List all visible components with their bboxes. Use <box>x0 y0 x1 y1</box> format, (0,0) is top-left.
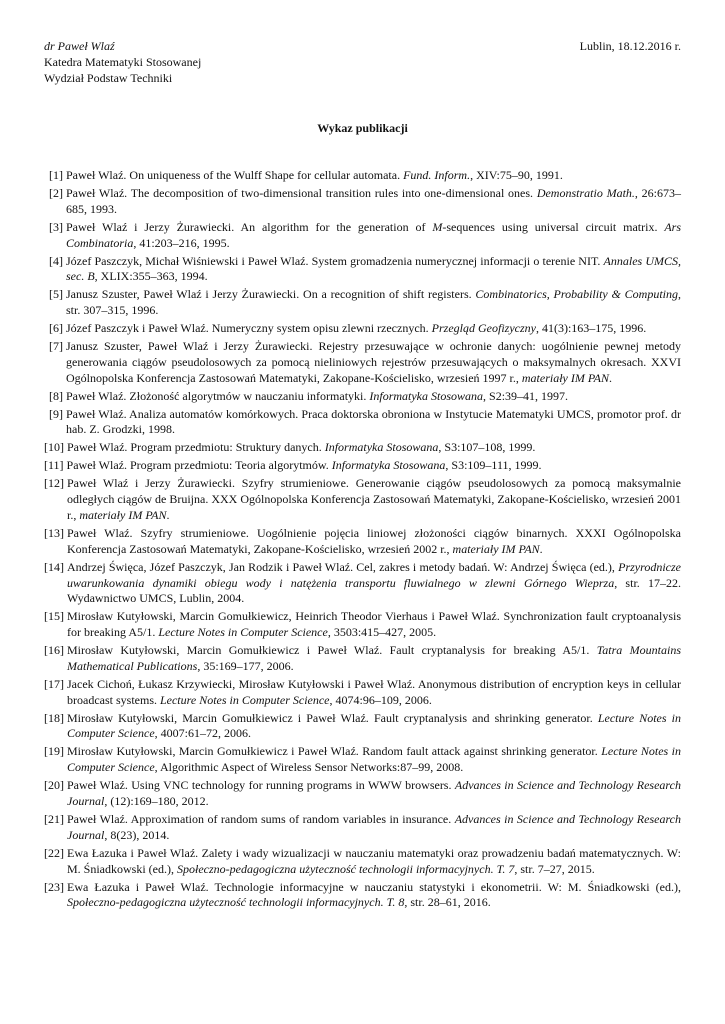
publication-number: [6] <box>49 321 63 336</box>
publication-item <box>44 458 681 474</box>
publication-item <box>44 186 681 218</box>
publication-number: [19] <box>44 744 64 759</box>
citation-text: Paweł Wlaź. Using VNC technology for running programs in WWW browsers. <box>67 778 455 793</box>
citation-text: , XLIX:355–363, 1994. <box>94 269 208 284</box>
publication-number: [18] <box>44 710 64 725</box>
publication-citation <box>67 609 681 641</box>
publication-item <box>44 880 681 912</box>
citation-venue: Advances in Science and Technology Research Journal <box>67 812 681 842</box>
citation-text: -sequences using universal circuit matrix. <box>442 219 665 234</box>
publication-number: [12] <box>44 476 64 491</box>
citation-text: , Algorithmic Aspect of Wireless Sensor Networks:87–99, 2008. <box>154 760 464 775</box>
citation-text: , 4074:96–109, 2006. <box>329 692 432 707</box>
citation-text: , 8(23), 2014. <box>104 827 170 842</box>
publication-number: [15] <box>44 609 64 624</box>
publication-citation <box>66 339 681 386</box>
citation-text: , 41:203–216, 1995. <box>133 235 230 250</box>
citation-text: , S2:39–41, 1997. <box>483 388 569 403</box>
author-name: dr Paweł Wlaź <box>44 39 115 53</box>
citation-venue: Informatyka Stosowana <box>331 458 446 473</box>
publication-item <box>44 321 681 337</box>
publication-number: [23] <box>44 879 64 894</box>
publication-number: [11] <box>44 458 64 473</box>
citation-text: Paweł Wlaź. Program przedmiotu: Teoria algorytmów. <box>66 458 332 473</box>
publication-number: [22] <box>44 845 64 860</box>
publication-number: [1] <box>49 168 63 182</box>
citation-text: , str. 28–61, 2016. <box>404 895 491 910</box>
publication-number: [9] <box>49 406 63 421</box>
citation-venue: Lecture Notes in Computer Science <box>67 710 681 741</box>
citation-text: , str. 7–27, 2015. <box>514 861 595 876</box>
citation-text: Józef Paszczyk, Michał Wiśniewski i Paweł Wlaź. System gromadzenia numerycznej informacji o terenie NIT. <box>66 253 604 268</box>
citation-text: Ewa Łazuka i Paweł Wlaź. Technologie informacyjne w nauczaniu statystyki i ekonometrii. W: M. Śniadkowski (ed.), <box>67 879 681 894</box>
citation-venue: Społeczno-pedagogiczna użyteczność technologii informacyjnych. T. 7 <box>177 861 515 876</box>
publication-number: [5] <box>49 287 63 302</box>
citation-text: Paweł Wlaź. Złożoność algorytmów w nauczaniu informatyki. <box>66 388 370 403</box>
citation-venue: Przegląd Geofizyczny <box>431 321 536 336</box>
publication-item <box>44 526 681 558</box>
citation-venue: Advances in Science and Technology Research Journal <box>67 778 681 809</box>
citation-venue: Annales UMCS, sec. B <box>66 253 681 284</box>
publication-citation <box>66 254 681 286</box>
citation-text: Józef Paszczyk i Paweł Wlaź. Numeryczny system opisu zlewni rzecznych. <box>66 321 432 336</box>
publication-number: [4] <box>49 253 63 268</box>
citation-text: . <box>539 541 543 556</box>
publication-item <box>44 812 681 844</box>
citation-text: Mirosław Kutyłowski, Marcin Gomułkiewicz, Heinrich Theodor Vierhaus i Paweł Wlaź. Synchronization fault cryptoanalysis for breaking A5/1. <box>67 609 681 640</box>
citation-venue: Combinatorics, Probability & Computing <box>475 287 678 302</box>
publication-number: [16] <box>44 643 64 658</box>
publication-item <box>44 778 681 810</box>
faculty: Wydział Podstaw Techniki <box>44 71 173 85</box>
publication-item <box>44 744 681 776</box>
citation-venue: Demonstratio Math. <box>536 185 635 200</box>
citation-text: Paweł Wlaź. Program przedmiotu: Struktury danych. <box>67 440 325 455</box>
publication-number: [3] <box>49 219 63 234</box>
publication-item <box>44 254 681 286</box>
publication-number: [8] <box>49 388 63 403</box>
publication-item <box>44 287 681 319</box>
publication-citation <box>67 458 681 474</box>
citation-text: Paweł Wlaź. Approximation of random sums of random variables in insurance. <box>67 812 455 827</box>
citation-text: , str. 17–22. Wydawnictwo UMCS, Lublin, 2004. <box>67 575 682 606</box>
publication-number: [7] <box>49 339 63 354</box>
citation-venue: Społeczno-pedagogiczna użyteczność technologii informacyjnych. T. 8 <box>67 895 405 910</box>
citation-venue: Tatra Mountains Mathematical Publications <box>67 643 681 673</box>
publication-item <box>44 339 681 386</box>
publication-citation <box>66 220 681 252</box>
publication-citation <box>67 846 681 878</box>
publication-citation <box>66 186 681 218</box>
citation-text: Paweł Wlaź i Jerzy Żurawiecki. Szyfry strumieniowe. Generowanie ciągów pseudolosowych za pomocą maksymalnie odległych ciągów de Bruijna. XXX Ogólnopolska Konferencja Zastosowań Matematyki, Zakopane-Kościelisko, wrzesień 2001 r., <box>67 476 681 522</box>
citation-text: Mirosław Kutyłowski, Marcin Gomułkiewicz i Paweł Wlaź. Fault cryptanalysis and shrinking generator. <box>67 710 598 725</box>
publication-item <box>44 220 681 252</box>
publication-citation <box>67 440 681 456</box>
publication-citation <box>66 168 681 184</box>
citation-text: Mirosław Kutyłowski, Marcin Gomułkiewicz i Paweł Wlaź. Random fault attack against shrinking generator. <box>67 744 602 759</box>
publication-number: [17] <box>44 676 64 691</box>
publication-item <box>44 440 681 456</box>
publication-citation <box>67 560 681 607</box>
citation-text: Mirosław Kutyłowski, Marcin Gomułkiewicz i Paweł Wlaź. Fault cryptanalysis for breaking A5/1. <box>67 643 597 658</box>
publication-citation <box>67 812 681 844</box>
letter-header <box>44 38 681 86</box>
citation-text: Jacek Cichoń, Łukasz Krzywiecki, Mirosław Kutyłowski i Paweł Wlaź. Anonymous distribution of encryption keys in cellular broadcast systems. <box>67 676 681 707</box>
citation-text: , 35:169–177, 2006. <box>197 658 294 673</box>
publication-item <box>44 407 681 439</box>
publication-item <box>44 476 681 523</box>
citation-text: Paweł Wlaź. Szyfry strumieniowe. Uogólnienie pojęcia liniowej złożoności ciągów binarnych. XXXI Ogólnopolska Konferencja Zastosowań Matematyki, Zakopane-Kościelisko, wrzesień 2002 r., <box>67 525 681 556</box>
publication-number: [2] <box>49 185 63 200</box>
citation-venue: materiały IM PAN <box>521 370 609 385</box>
citation-venue: Informatyka Stosowana <box>324 440 439 455</box>
citation-venue: Przyrodnicze uwarunkowania dynamiki obiegu wody i natężenia transportu fluwialnego w zlewni Górnego Wieprza <box>67 559 681 590</box>
citation-venue: Lecture Notes in Computer Science <box>158 625 328 640</box>
department: Katedra Matematyki Stosowanej <box>44 55 202 69</box>
publication-citation <box>67 744 681 776</box>
citation-text: . <box>166 508 170 522</box>
citation-text: , 26:673–685, 1993. <box>66 185 681 216</box>
publication-citation <box>66 321 681 337</box>
document-title: Wykaz publikacji <box>317 121 408 135</box>
citation-text: , S3:107–108, 1999. <box>438 440 536 455</box>
citation-venue: materiały IM PAN <box>79 508 167 522</box>
citation-venue: Informatyka Stosowana <box>369 388 484 403</box>
citation-venue: Lecture Notes in Computer Science <box>159 692 330 707</box>
publication-number: [21] <box>44 812 64 827</box>
citation-text: , str. 307–315, 1996. <box>66 287 681 318</box>
publication-item <box>44 168 681 184</box>
citation-text: , 41(3):163–175, 1996. <box>535 321 647 336</box>
publication-citation <box>66 287 681 319</box>
publication-item <box>44 609 681 641</box>
citation-text: Paweł Wlaź. Analiza automatów komórkowych. Praca doktorska obroniona w Instytucie Matematyki UMCS, promotor prof. dr hab. Z. Grodzki, 1998. <box>66 406 681 437</box>
publication-item <box>44 389 681 405</box>
publication-citation <box>67 880 681 912</box>
publication-list <box>44 168 681 911</box>
citation-text: , XIV:75–90, 1991. <box>470 168 563 182</box>
citation-text: , S3:109–111, 1999. <box>445 458 542 473</box>
publication-item <box>44 846 681 878</box>
citation-text: . <box>609 370 612 385</box>
publication-number: [13] <box>44 525 64 540</box>
citation-text: Ewa Łazuka i Paweł Wlaź. Zalety i wady wizualizacji w nauczaniu matematyki oraz prowadzeniu badań matematycznych. W: M. Śniadkowski (ed.), <box>67 845 681 876</box>
publication-number: [14] <box>44 559 64 574</box>
citation-text: Paweł Wlaź. The decomposition of two-dimensional transition rules into one-dimensional ones. <box>66 185 537 200</box>
publication-citation <box>67 711 681 743</box>
place-date: Lublin, 18.12.2016 r. <box>579 39 681 53</box>
publication-item <box>44 643 681 675</box>
publication-item <box>44 560 681 607</box>
publication-citation <box>67 778 681 810</box>
publication-citation <box>67 677 681 709</box>
citation-venue: Lecture Notes in Computer Science <box>67 744 681 775</box>
publication-citation <box>67 643 681 675</box>
publication-number: [10] <box>44 440 64 455</box>
publication-citation <box>67 476 681 523</box>
publication-number: [20] <box>44 778 64 793</box>
publication-citation <box>66 389 681 405</box>
citation-text: Paweł Wlaź i Jerzy Żurawiecki. An algorithm for the generation of <box>66 219 433 234</box>
header-top-row <box>44 38 681 54</box>
citation-venue: materiały IM PAN <box>452 541 540 556</box>
citation-text: Andrzej Święca, Józef Paszczyk, Jan Rodzik i Paweł Wlaź. Cel, zakres i metody badań. W: Andrzej Święca (ed.), <box>67 559 619 574</box>
citation-text: Paweł Wlaź. On uniqueness of the Wulff Shape for cellular automata. <box>66 168 404 182</box>
citation-text: Janusz Szuster, Paweł Wlaź i Jerzy Żurawiecki. On a recognition of shift registers. <box>66 287 476 302</box>
publication-item <box>44 711 681 743</box>
citation-text: , 4007:61–72, 2006. <box>154 726 251 741</box>
citation-venue: M <box>432 219 443 234</box>
publication-citation <box>67 526 681 558</box>
citation-text: , (12):169–180, 2012. <box>104 794 209 809</box>
publication-item <box>44 677 681 709</box>
citation-venue: Fund. Inform. <box>403 168 471 182</box>
citation-text: , 3503:415–427, 2005. <box>327 625 437 640</box>
citation-text: Janusz Szuster, Paweł Wlaź i Jerzy Żurawiecki. Rejestry przesuwające w ochronie danych: uogólnienie pewnej metody generowania ciągów pseudolosowych za pomocą nieliniowych rejestrów przesuwających o maksymalnych okresach. XXVI Ogólnopolska Konferencja Zastosowań Matematyki, Zakopane-Kościelisko, wrzesień 1997 r., <box>66 339 681 385</box>
publication-citation <box>66 407 681 439</box>
citation-venue: Ars Combinatoria <box>66 219 681 250</box>
